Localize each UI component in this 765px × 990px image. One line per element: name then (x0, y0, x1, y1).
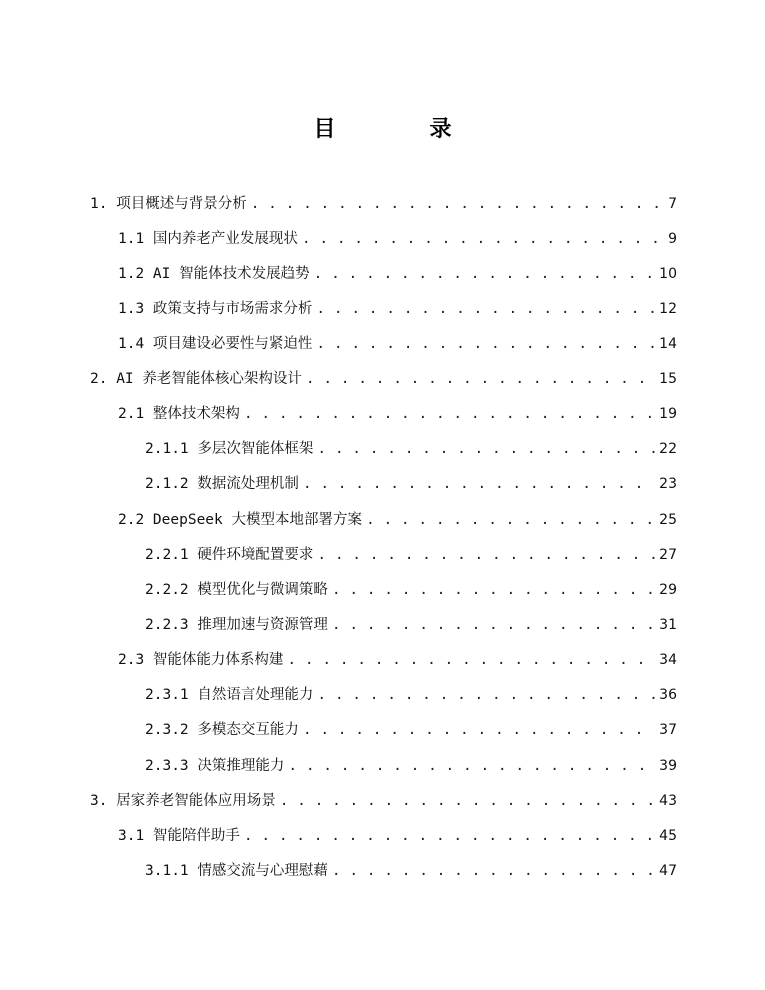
toc-label: 2.3 智能体能力体系构建 (118, 652, 284, 668)
toc-page: 23 (659, 476, 677, 492)
toc-label: 1.2 AI 智能体技术发展趋势 (118, 266, 310, 282)
toc-entry[interactable] (145, 754, 677, 778)
toc-entry[interactable] (145, 718, 677, 742)
toc-page: 7 (668, 196, 677, 212)
toc-page: 34 (659, 652, 677, 668)
dot-leader (280, 789, 655, 813)
toc-page: 31 (659, 617, 677, 633)
dot-leader (288, 754, 655, 778)
dot-leader (244, 402, 655, 426)
toc-page: 43 (659, 793, 677, 809)
toc-page: 15 (659, 371, 677, 387)
toc-page: 25 (659, 512, 677, 528)
toc-label: 3. 居家养老智能体应用场景 (90, 793, 276, 809)
toc-page: 45 (659, 828, 677, 844)
toc-page: 19 (659, 406, 677, 422)
dot-leader (244, 824, 655, 848)
dot-leader (332, 578, 655, 602)
toc-page: 27 (659, 547, 677, 563)
toc-entry[interactable] (118, 262, 677, 286)
toc-entry[interactable] (118, 227, 677, 251)
toc-label: 1. 项目概述与背景分析 (90, 196, 247, 212)
toc-entry[interactable] (118, 402, 677, 426)
toc-entry[interactable] (118, 332, 677, 356)
dot-leader (287, 648, 655, 672)
toc-label: 2.1 整体技术架构 (118, 406, 240, 422)
dot-leader (317, 437, 655, 461)
toc-page: 29 (659, 582, 677, 598)
toc-entry[interactable] (145, 437, 677, 461)
toc-label: 3.1 智能陪伴助手 (118, 828, 240, 844)
toc-label: 2.2.1 硬件环境配置要求 (145, 547, 314, 563)
toc-label: 1.1 国内养老产业发展现状 (118, 231, 298, 247)
dot-leader (316, 332, 655, 356)
toc-page: 12 (659, 301, 677, 317)
toc-entry[interactable] (145, 859, 677, 883)
toc-entry[interactable] (90, 192, 677, 216)
toc-label: 2.3.3 决策推理能力 (145, 758, 285, 774)
toc-label: 2. AI 养老智能体核心架构设计 (90, 371, 302, 387)
toc-page: 22 (659, 441, 677, 457)
toc-page: 9 (668, 231, 677, 247)
dot-leader (302, 227, 664, 251)
toc-page: 36 (659, 687, 677, 703)
toc-entry[interactable] (145, 472, 677, 496)
dot-leader (251, 192, 664, 216)
toc-page: 10 (659, 266, 677, 282)
toc-entry[interactable] (145, 578, 677, 602)
toc-entry[interactable] (118, 824, 677, 848)
toc-entry[interactable] (145, 543, 677, 567)
toc-label: 1.3 政策支持与市场需求分析 (118, 301, 313, 317)
dot-leader (303, 472, 655, 496)
toc-label: 2.1.1 多层次智能体框架 (145, 441, 314, 457)
toc-label: 3.1.1 情感交流与心理慰藉 (145, 863, 328, 879)
dot-leader (317, 543, 655, 567)
toc-label: 1.4 项目建设必要性与紧迫性 (118, 336, 313, 352)
toc-entry[interactable] (118, 297, 677, 321)
toc-page: 37 (659, 722, 677, 738)
toc-entry[interactable] (118, 508, 677, 532)
toc-page: 14 (659, 336, 677, 352)
dot-leader (332, 613, 655, 637)
toc-page: 39 (659, 758, 677, 774)
dot-leader (366, 508, 655, 532)
dot-leader (316, 297, 655, 321)
toc-entry[interactable] (90, 367, 677, 391)
toc-entry[interactable] (145, 613, 677, 637)
toc-label: 2.1.2 数据流处理机制 (145, 476, 299, 492)
toc-entry[interactable] (145, 683, 677, 707)
page-title: 目 录 (313, 117, 488, 142)
toc-label: 2.2.3 推理加速与资源管理 (145, 617, 328, 633)
toc-label: 2.2.2 模型优化与微调策略 (145, 582, 328, 598)
dot-leader (306, 367, 655, 391)
toc-label: 2.3.2 多模态交互能力 (145, 722, 299, 738)
toc-entry[interactable] (118, 648, 677, 672)
dot-leader (303, 718, 655, 742)
toc-label: 2.2 DeepSeek 大模型本地部署方案 (118, 512, 362, 528)
toc-page: 47 (659, 863, 677, 879)
dot-leader (332, 859, 655, 883)
dot-leader (317, 683, 655, 707)
toc-entry[interactable] (90, 789, 677, 813)
toc-label: 2.3.1 自然语言处理能力 (145, 687, 314, 703)
dot-leader (314, 262, 656, 286)
